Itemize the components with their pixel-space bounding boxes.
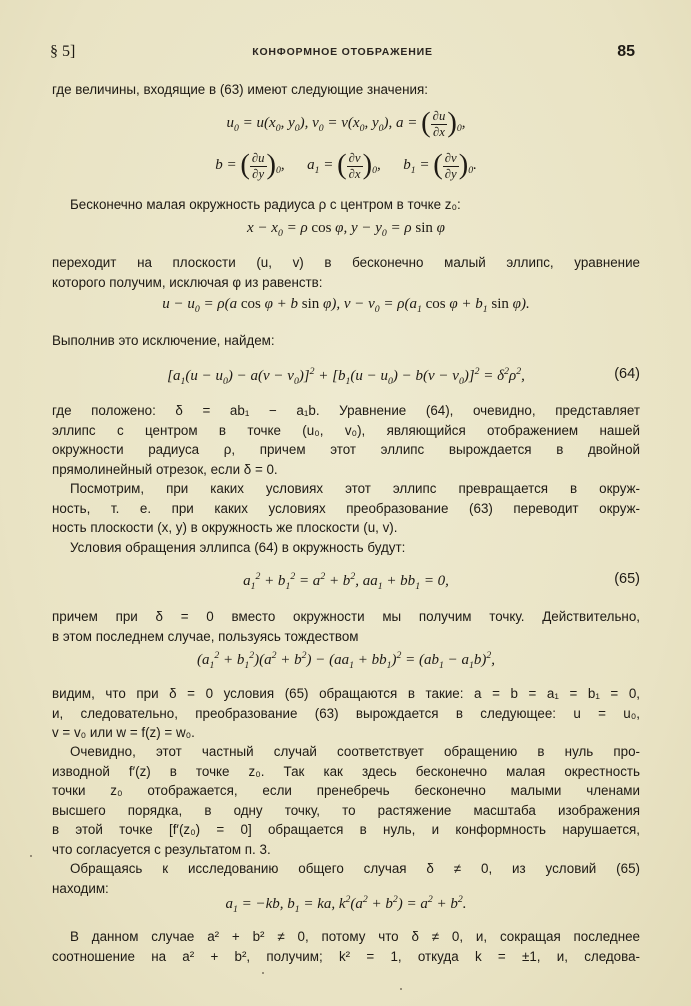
paragraph-general-case bbox=[52, 859, 640, 898]
paragraph-circle-conditions bbox=[52, 538, 640, 558]
paragraph-elimination bbox=[52, 331, 640, 351]
formula-text: $a_1 = -kb$, $b_1$ = ka, $k^2(a^2 + b^2) = a^2 + b^2$. bbox=[225, 894, 467, 915]
formula-text: b = ( $\frac{\partial u}{\partial y}$ )$_0$, $a_1$ = ( $\frac{\partial v}{\partial x}$ )$_0$, $b_1$ = ( $\frac{\partial v}{\partial y}$ )$_0$. bbox=[215, 150, 477, 181]
paragraph-derivative bbox=[52, 742, 640, 859]
formula-64 bbox=[52, 366, 640, 387]
text-line: высшего порядка, в одну точку, то растяжение масштаба изображения bbox=[52, 802, 640, 818]
paragraph-intro bbox=[52, 80, 640, 100]
text-line: соотношение на a² + b², получим; k² = 1, откуда k = ±1, и, следова- bbox=[52, 948, 640, 964]
formula-text: $u - u_0 = \rho(a$ cos φ + b sin φ), $v - v_0 = \rho(a_1$ $\cos \varphi + b_1$ sin φ). bbox=[162, 296, 530, 315]
formula-uv bbox=[52, 296, 640, 315]
paper-speck bbox=[400, 988, 402, 990]
section-marker: § 5] bbox=[50, 43, 76, 60]
text-line: ность, т. е. при каких условиях преобразование (63) переводит окруж- bbox=[52, 500, 640, 516]
formula-text: $(a_1^2 + b_1^2)(a^2 + b^2) - (aa_1 + bb_1)^2 = (ab_1 - a_1b)^2$, bbox=[197, 650, 495, 671]
paper-speck bbox=[262, 972, 264, 974]
page-number: 85 bbox=[617, 43, 635, 60]
paper-speck bbox=[30, 855, 32, 857]
running-title: КОНФОРМНОЕ ОТОБРАЖЕНИЕ bbox=[252, 46, 433, 58]
formula-k bbox=[52, 894, 640, 915]
text-line: окружности радиуса ρ, причем этот эллипс вырождается в двойной bbox=[52, 442, 640, 457]
paragraph-point bbox=[52, 607, 640, 646]
page-header bbox=[50, 43, 635, 67]
text-line: причем при δ = 0 вместо окружности мы получим точку. Действительно, bbox=[52, 609, 640, 624]
text-line: и, следовательно, преобразование (63) вырождается в следующее: u = u₀, bbox=[52, 705, 640, 721]
text-line: В данном случае a² + b² ≠ 0, потому что δ ≠ 0, и, сокращая последнее bbox=[70, 929, 640, 944]
text-line: где величины, входящие в (63) имеют следующие значения: bbox=[52, 82, 428, 97]
equation-number: (64) bbox=[614, 366, 640, 382]
text-line: Выполнив это исключение, найдем: bbox=[52, 333, 275, 348]
text-line: Очевидно, этот частный случай соответствует обращению в нуль про- bbox=[70, 744, 640, 759]
text-line: v = v₀ или w = f(z) = w₀. bbox=[52, 725, 195, 740]
formula-identity bbox=[52, 650, 640, 671]
text-line: видим, что при δ = 0 условия (65) обращаются в такие: a = b = a₁ = b₁ = 0, bbox=[52, 686, 640, 701]
text-line: изводной f′(z) в точке z₀. Так как здесь бесконечно малая окрестность bbox=[52, 763, 640, 779]
text-line: Посмотрим, при каких условиях этот эллипс превращается в окруж- bbox=[70, 481, 640, 496]
text-line: которого получим, исключая φ из равенств: bbox=[52, 274, 323, 290]
formula-values-1 bbox=[52, 108, 640, 140]
formula-circle bbox=[52, 220, 640, 239]
paragraph-conclusion bbox=[52, 927, 640, 966]
formula-text: $a_1^2 + b_1^2 = a^2 + b^2$, $aa_1 + bb_1 = 0$, bbox=[243, 571, 449, 592]
formula-65 bbox=[52, 571, 640, 592]
text-line: эллипс с центром в точке (u₀, v₀), являющийся отображением нашей bbox=[52, 422, 640, 438]
paragraph-circle bbox=[52, 195, 640, 215]
text-line: что согласуется с результатом п. 3. bbox=[52, 841, 271, 857]
formula-text: $x - x_0 = \rho$ cos φ, $y - y_0 = \rho$ sin φ bbox=[247, 220, 445, 239]
text-line: Бесконечно малая окружность радиуса ρ с центром в точке z₀: bbox=[70, 197, 461, 212]
text-line: Условия обращения эллипса (64) в окружность будут: bbox=[70, 540, 406, 555]
text-line: переходит на плоскости (u, v) в бесконечно малый эллипс, уравнение bbox=[52, 255, 640, 270]
text-line: прямолинейный отрезок, если δ = 0. bbox=[52, 461, 278, 477]
paragraph-degenerate bbox=[52, 684, 640, 743]
text-line: точки z₀ отображается, если пренебречь бесконечно малыми членами bbox=[52, 783, 640, 798]
text-line: Обращаясь к исследованию общего случая δ ≠ 0, из условий (65) bbox=[70, 861, 640, 876]
text-line: находим: bbox=[52, 880, 109, 896]
text-line: ность плоскости (x, y) в окружность же плоскости (u, v). bbox=[52, 520, 398, 535]
paragraph-conditions bbox=[52, 479, 640, 538]
text-line: где положено: δ = ab₁ − a₁b. Уравнение (64), очевидно, представляет bbox=[52, 403, 640, 418]
paragraph-ellipse bbox=[52, 253, 640, 292]
equation-number: (65) bbox=[614, 571, 640, 587]
text-line: в этой точке [f′(z₀) = 0] обращается в нуль, и конформность нарушается, bbox=[52, 822, 640, 837]
paragraph-delta bbox=[52, 401, 640, 479]
formula-values-2 bbox=[52, 150, 640, 182]
text-line: в этом последнем случае, пользуясь тождеством bbox=[52, 628, 359, 644]
formula-text: $[a_1(u - u_0) - a(v - v_0)]^2 + [b_1(u - u_0) - b(v - v_0)]^2 = \delta^2\rho^2$, bbox=[167, 366, 525, 387]
formula-text: $u_0 = u(x_0$, $y_0$), $v_0 = v(x_0$, $y_0$), a = ( $\frac{\partial u}{\partial x}$ )$_0$, bbox=[226, 108, 466, 139]
